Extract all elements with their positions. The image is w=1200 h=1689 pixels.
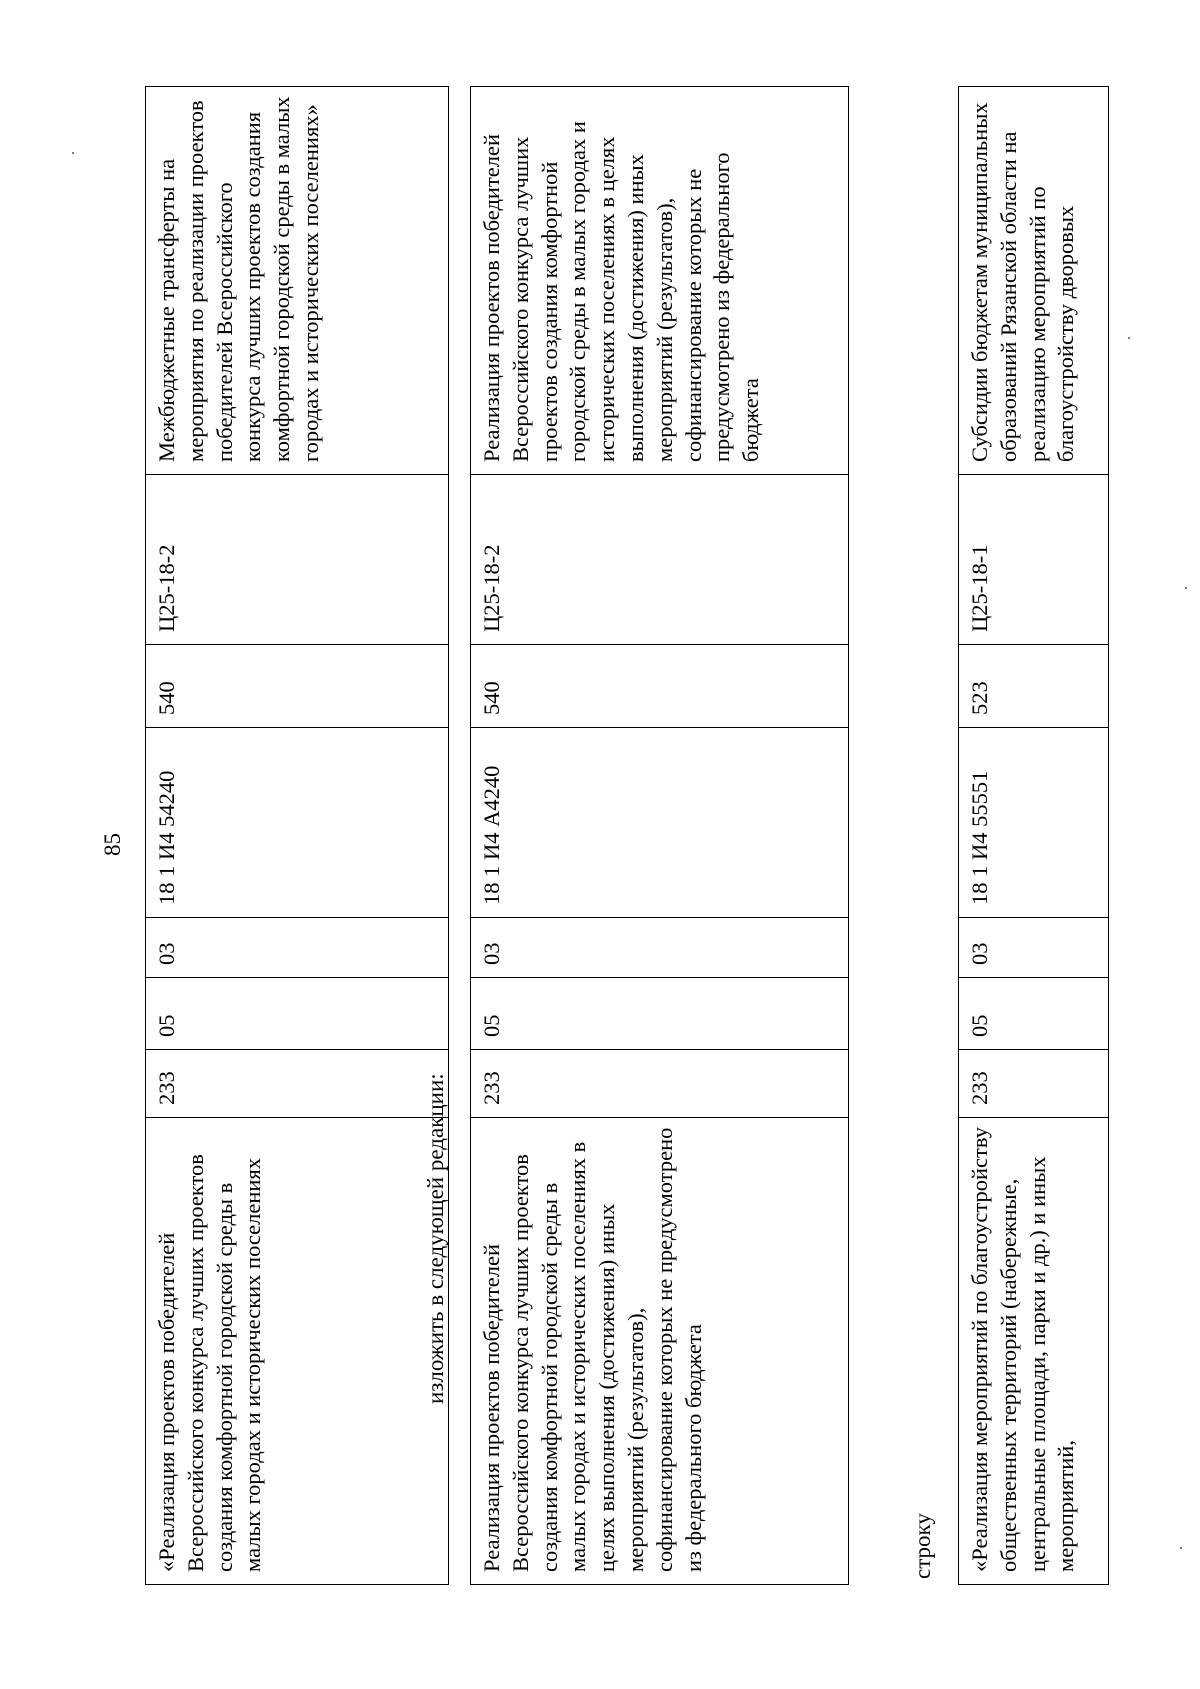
code-cell: Ц25-18-1 [959, 475, 1109, 645]
expense-name-cell: «Реализация мероприятий по благоустройству общественных территорий (набережные, центральные площади, парки и др.) и иных мероприятий, [959, 1118, 1109, 1585]
target-article-cell: 18 1 И4 54240 [146, 728, 449, 918]
description-cell: Реализация проектов победителей Всероссийского конкурса лучших проектов создания комфортной городской среды в малых городах и исторических поселениях в целях выполнения (достижения) иных мероприятий (результатов), софинансирование которых не предусмотрено из федерального бюджета [471, 87, 849, 475]
expense-name-cell: Реализация проектов победителей Всероссийского конкурса лучших проектов создания комфортной городской среды в малых городах и исторических поселениях в целях выполнения (достижения) иных мероприятий (результатов), софинансирование которых не предусмотрено из федерального бюджета [471, 1118, 849, 1585]
instruction-row: строку [910, 1513, 935, 1579]
section-cell: 05 [959, 978, 1109, 1050]
budget-table-new [470, 86, 849, 1585]
expense-type-cell: 523 [959, 645, 1109, 728]
admin-code-cell: 233 [959, 1050, 1109, 1118]
table-row [146, 87, 449, 1585]
section-cell: 05 [471, 978, 849, 1050]
admin-code-cell: 233 [146, 1050, 449, 1118]
scan-speck [72, 152, 74, 154]
subsection-cell: 03 [471, 918, 849, 978]
code-cell: Ц25-18-2 [146, 475, 449, 645]
budget-table-next [958, 86, 1109, 1585]
target-article-cell: 18 1 И4 55551 [959, 728, 1109, 918]
instruction-replace: изложить в следующей редакции: [423, 1073, 448, 1404]
description-cell: Субсидии бюджетам муниципальных образований Рязанской области на реализацию мероприятий по благоустройству дворовых [959, 87, 1109, 475]
expense-type-cell: 540 [146, 645, 449, 728]
target-article-cell: 18 1 И4 А4240 [471, 728, 849, 918]
description-cell: Межбюджетные трансферты на мероприятия по реализации проектов победителей Всероссийского конкурса лучших проектов создания комфортной городской среды в малых городах и исторических поселениях» [146, 87, 449, 475]
scan-speck [1185, 587, 1187, 589]
admin-code-cell: 233 [471, 1050, 849, 1118]
table-row [471, 87, 849, 1585]
subsection-cell: 03 [146, 918, 449, 978]
page-number: 85 [100, 833, 125, 856]
table-row [959, 87, 1109, 1585]
section-cell: 05 [146, 978, 449, 1050]
scan-speck [1128, 337, 1130, 339]
expense-type-cell: 540 [471, 645, 849, 728]
code-cell: Ц25-18-2 [471, 475, 849, 645]
subsection-cell: 03 [959, 918, 1109, 978]
scan-speck [1180, 1547, 1182, 1549]
budget-table-current [145, 86, 449, 1585]
expense-name-cell: «Реализация проектов победителей Всероссийского конкурса лучших проектов создания комфортной городской среды в малых городах и исторических поселениях [146, 1118, 449, 1585]
